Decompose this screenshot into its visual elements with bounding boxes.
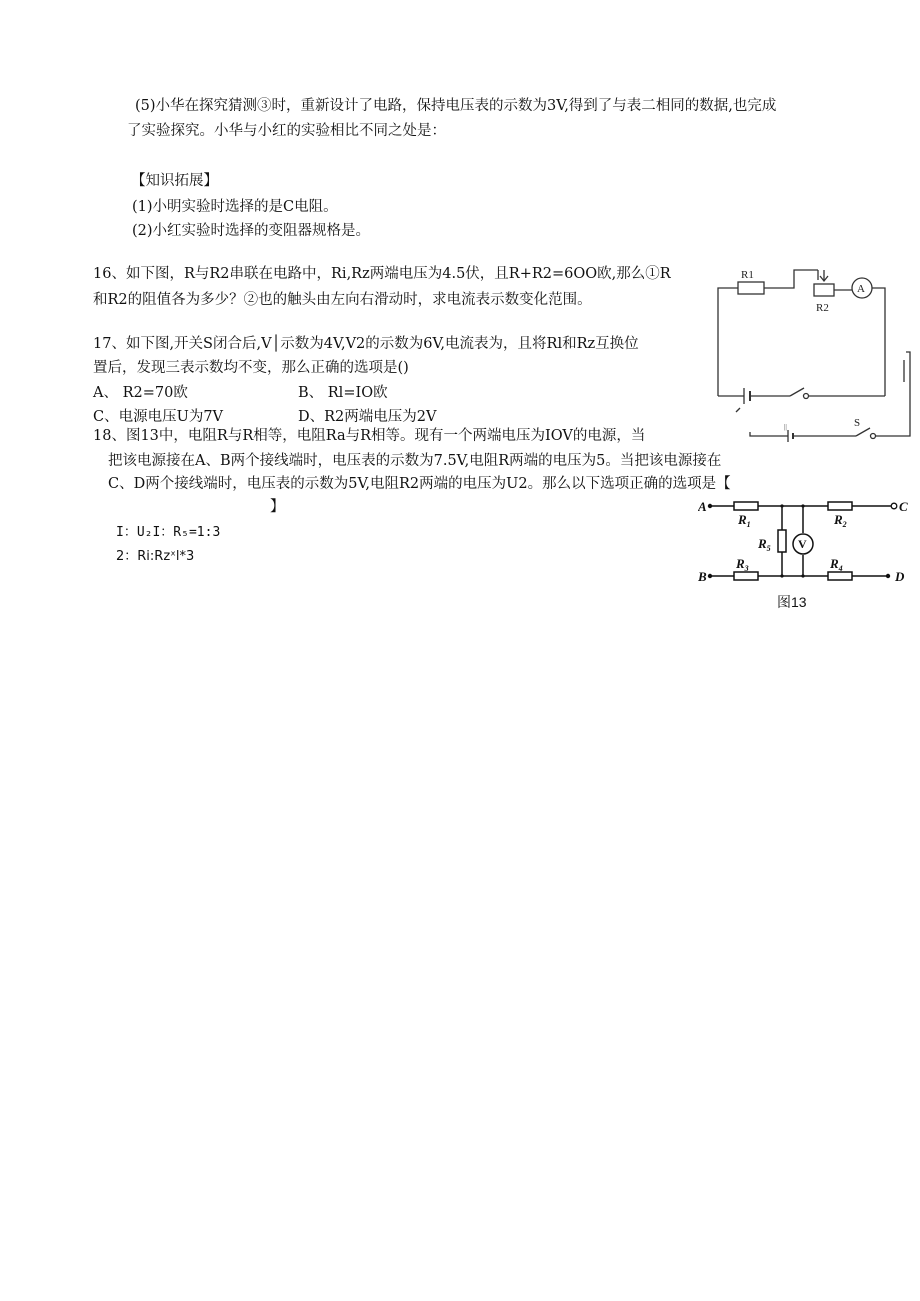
r3-label: $R_3$ [736, 556, 749, 573]
r2-label: $R_2$ [834, 512, 847, 529]
r4-label: $R_4$ [830, 556, 843, 573]
q17-option-d: D、R2两端电压为2V [298, 409, 437, 425]
terminal-b-label: B [698, 569, 707, 584]
figure-13-caption: 图13 [777, 594, 807, 610]
terminal-a-label: A [698, 499, 707, 514]
circuit-diagram-q16 [710, 262, 920, 442]
knowledge-extension-item-2: (2)小红实验时选择的变阻器规格是。 [132, 223, 371, 239]
q17-option-b: B、 Rl=IO欧 [298, 385, 388, 401]
terminal-d-label: D [895, 569, 905, 584]
q18-option-1: I：U₂I：R₅=1:3 [116, 525, 221, 540]
ammeter-icon: A [857, 283, 865, 295]
r2-label: R2 [816, 302, 829, 314]
q18-bracket: 】 [270, 499, 285, 515]
q16-line-2: 和R2的阻值各为多少？②也的触头由左向右滑动时，求电流表示数变化范围。 [93, 292, 592, 308]
r5-label: $R_5$ [758, 536, 771, 553]
q15-line-1: (5)小华在探究猜测③时，重新设计了电路，保持电压表的示数为3V,得到了与表二相同的数据,也完成 [135, 98, 777, 114]
knowledge-extension-item-1: (1)小明实验时选择的是C电阻。 [132, 199, 338, 215]
q16-line-1: 16、如下图，R与R2串联在电路中，Ri,Rz两端电压为4.5伏，且R+R2=6OO欧,那么①R [93, 266, 671, 282]
q18-line-1: 18、图13中，电阻R与R相等，电阻Ra与R相等。现有一个两端电压为IOV的电源，当 [93, 428, 646, 444]
knowledge-extension-title: 【知识拓展】 [131, 173, 218, 189]
q15-line-2: 了实验探究。小华与小红的实验相比不同之处是： [127, 123, 446, 139]
q18-line-3: C、D两个接线端时，电压表的示数为5V,电阻R2两端的电压为U2。那么以下选项正确的选项是【 [108, 476, 731, 492]
voltmeter-icon: V [798, 537, 807, 551]
terminal-c-label: C [899, 499, 908, 514]
q17-option-a: A、 R2=70欧 [93, 385, 188, 401]
battery-icon: || [784, 423, 787, 431]
r1-label: $R_1$ [738, 512, 751, 529]
switch-label: S [854, 417, 861, 429]
q18-option-2: 2：Ri:Rzˣl*3 [116, 549, 195, 564]
q17-line-2: 置后，发现三表示数均不变，那么正确的选项是() [93, 360, 409, 376]
q17-option-c: C、电源电压U为7V [93, 409, 224, 425]
q17-line-1: 17、如下图,开关S闭合后,V│示数为4V,V2的示数为6V,电流表为，且将Rl和Rz互换位 [93, 336, 639, 352]
r1-label: R1 [741, 269, 754, 281]
figure-13-circuit [698, 492, 913, 612]
q18-line-2: 把该电源接在A、B两个接线端时，电压表的示数为7.5V,电阻R两端的电压为5。当把该电源接在 [108, 453, 722, 469]
